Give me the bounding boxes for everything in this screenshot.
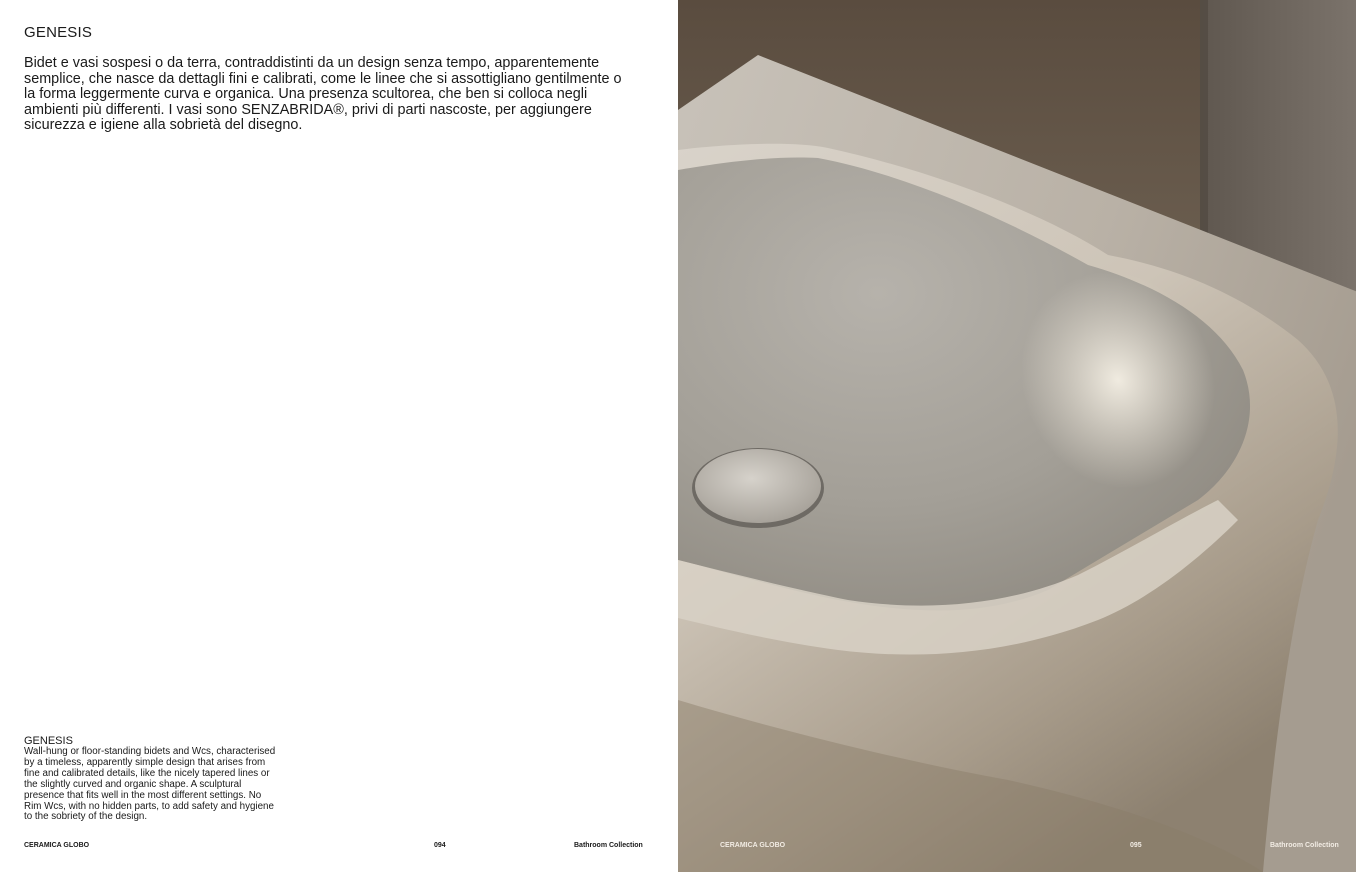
bidet-photo-illustration [678, 0, 1356, 872]
italian-description: Bidet e vasi sospesi o da terra, contraddistinti da un design senza tempo, apparentemente semplice, che nasce da dettagli fini e calibrati, come le linee che si assottigliano gentilmente o la forma leggermente curva e organica. Una presenza scultorea, che ben si colloca negli ambienti più differenti. I vasi sono SENZABRIDA®, privi di parti nascoste, per aggiungere sicurezza e igiene alla sobrietà del disegno. [24, 55, 622, 134]
english-title: GENESIS [24, 735, 73, 747]
footer-brand-left: CERAMICA GLOBO [24, 842, 90, 849]
footer-brand-right: CERAMICA GLOBO [720, 842, 786, 849]
footer-page-number-right: 095 [1130, 842, 1142, 849]
footer-page-number-left: 094 [434, 842, 446, 849]
english-block [24, 736, 280, 823]
product-photo-page [678, 0, 1356, 872]
page-title: GENESIS [24, 24, 93, 41]
english-description: Wall-hung or floor-standing bidets and Wcs, characterised by a timeless, apparently simple design that arises from fine and calibrated details, like the nicely tapered lines or the slightly curved and organic shape. A sculptural presence that fits well in the most different settings. No Rim Wcs, with no hidden parts, to add safety and hygiene to the sobriety of the design. [24, 746, 276, 823]
footer-collection-left: Bathroom Collection [574, 842, 643, 849]
footer-collection-right: Bathroom Collection [1270, 842, 1339, 849]
